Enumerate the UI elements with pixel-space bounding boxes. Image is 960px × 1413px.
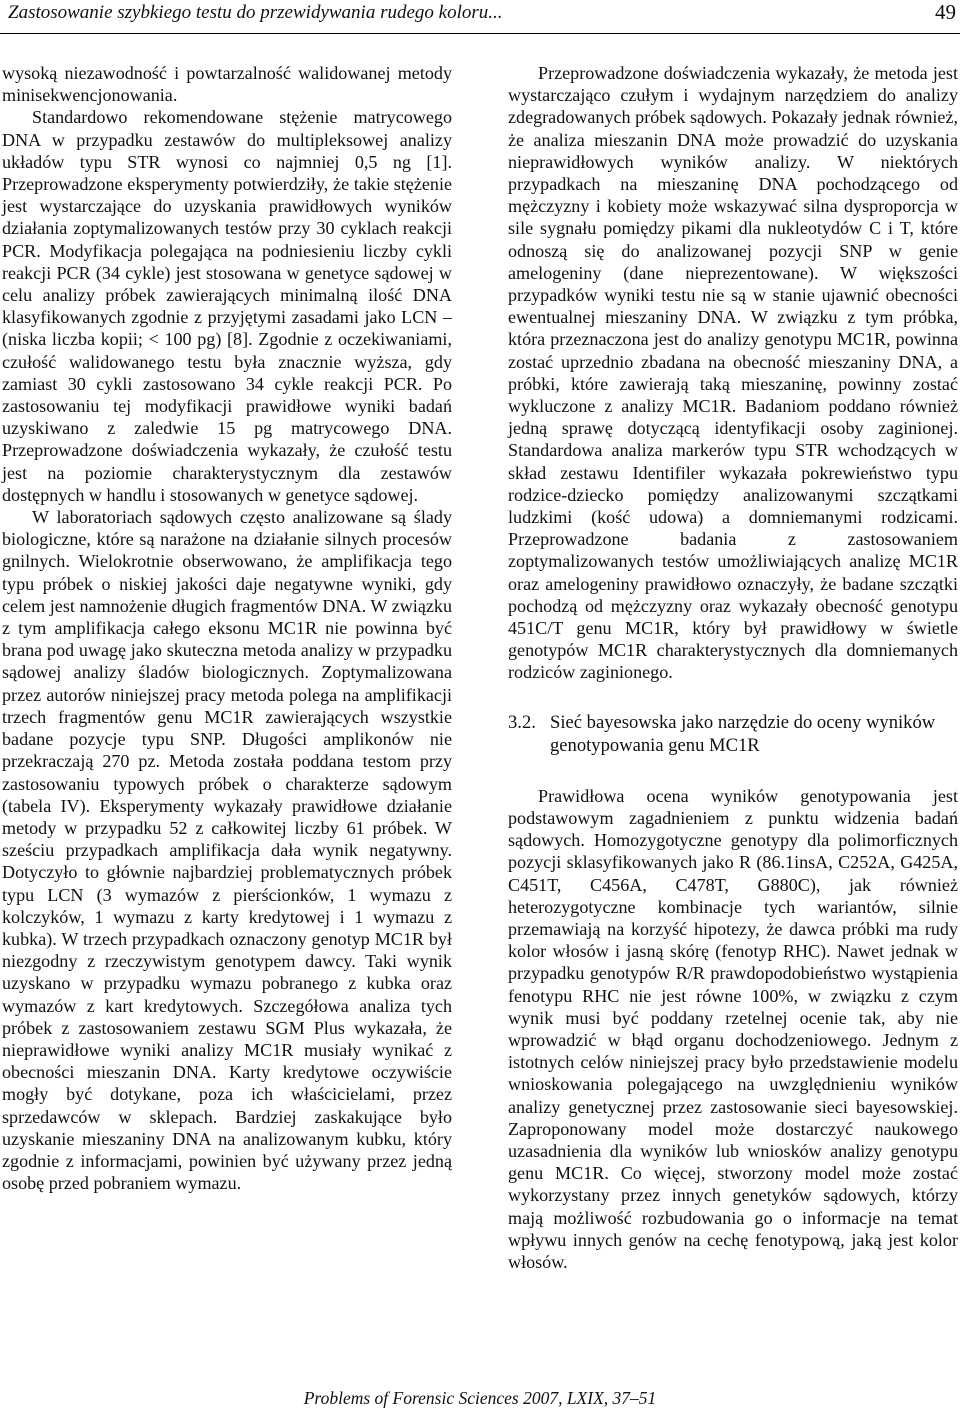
running-title: Zastosowanie szybkiego testu do przewidywania rudego koloru... — [8, 2, 503, 23]
paragraph: Standardowo rekomendowane stężenie matrycowego DNA w przypadku zestawów do multipleksowej analizy układów typu STR wynosi co najmniej 0,5 ng [1]. Przeprowadzone eksperymenty potwierdziły, że takie stężenie jest wystarczające do uzyskania prawidłowych wyników działania zoptymalizowanych testów przy 30 cyklach reakcji PCR. Modyfikacja polegająca na podniesieniu liczby cykli reakcji PCR (34 cykle) jest stosowana w genetyce sądowej w celu analizy próbek zawierających minimalną ilość DNA klasyfikowanych zgodnie z przyjętymi zasadami jako LCN – (niska liczba kopii; < 100 pg) [8]. Zgodnie z oczekiwaniami, czułość walidowanego testu była znacznie wyższa, gdy zamiast 30 cykli zastosowano 34 cykle reakcji PCR. Po zastosowaniu tej modyfikacji prawidłowe wyniki badań uzyskiwano z zaledwie 15 pg matrycowego DNA. Przeprowadzone doświadczenia wykazały, że czułość testu jest na poziomie charakterystycznym dla zestawów dostępnych w handlu i stosowanych w genetyce sądowej. — [2, 107, 452, 505]
page-number: 49 — [935, 0, 956, 24]
page-header — [0, 0, 960, 40]
paragraph: W laboratoriach sądowych często analizowane są ślady biologiczne, które są narażone na działanie silnych procesów gnilnych. Wielokrotnie obserwowano, że amplifikacja tego typu próbek o niskiej jakości daje negatywne wyniki, gdy celem jest namnożenie długich fragmentów DNA. W związku z tym amplifikacja całego eksonu MC1R nie powinna być brana pod uwagę jako skuteczna metoda analizy w przypadku sądowej analizy śladów biologicznych. Zoptymalizowana przez autorów niniejszej pracy metoda polega na amplifikacji trzech fragmentów genu MC1R zawierających wszystkie badane pozycje typu SNP. Długości amplikonów nie przekraczają 270 pz. Metoda została poddana testom przy zastosowaniu typowych próbek o charakterze sądowym (tabela IV). Eksperymenty wykazały prawidłowe działanie metody w przypadku 52 z całkowitej liczby 61 próbek. W sześciu przypadkach amplifikacja dała wynik negatywny. Dotyczyło to głównie najbardziej problematycznych próbek typu LCN (3 wymazów z pierścionków, 1 wymazu z kolczyków, 1 wymazu z karty kredytowej i 1 wymazu z kubka). W trzech przypadkach oznaczony genotyp MC1R był niezgodny z rzeczywistym genotypem dawcy. Taki wynik uzyskano w przypadku wymazu pobranego z kubka oraz wymazów z kart kredytowych. Szczegółowa analiza tych próbek z zastosowaniem zestawu SGM Plus wykazała, że nieprawidłowe wyniki analizy MC1R musiały wynikać z obecności mieszanin DNA. Karty kredytowe oczywiście mogły być dotykane, poza ich właścicielami, przez sprzedawców w sklepach. Bardziej zaskakujące było uzyskanie mieszaniny DNA na analizowanym kubku, który zgodnie z informacjami, powinien być używany przez jedną osobę przed pobraniem wymazu. — [2, 507, 452, 1194]
section-number: 3.2. — [508, 711, 536, 733]
header-rule — [0, 33, 960, 34]
journal-citation: Problems of Forensic Sciences 2007, LXIX, 37–51 — [303, 1388, 657, 1408]
page-footer — [0, 1388, 960, 1409]
section-title: Sieć bayesowska jako narzędzie do oceny wyników genotypowania genu MC1R — [550, 711, 936, 756]
paragraph: wysoką niezawodność i powtarzalność walidowanej metody minisekwencjonowania. — [2, 63, 452, 106]
paragraph: Przeprowadzone doświadczenia wykazały, że metoda jest wystarczająco czułym i wydajnym narzędziem do analizy zdegradowanych próbek sądowych. Pokazały jednak również, że analiza mieszanin DNA może prowadzić do uzyskania nieprawidłowych wyników analizy. W niektórych przypadkach na mieszaninę DNA pochodzącego od mężczyzny i kobiety może wskazywać silna dysproporcja w sile sygnału pomiędzy pikami dla nukleotydów C i T, które odnoszą się do analizowanej pozycji SNP w genie amelogeniny (dane nieprezentowane). W większości przypadków wyniki testu nie są w stanie ujawnić obecności ewentualnej mieszaniny DNA. W związku z tym próbka, która przeznaczona jest do analizy genotypu MC1R, powinna zostać uprzednio zbadana na obecność mieszaniny DNA, a próbki, które zawierają taką mieszaninę, powinny zostać wykluczone z analizy MC1R. Badaniom poddano również jedną sprawę dotyczącą identyfikacji osoby zaginionej. Standardowa analiza markerów typu STR wchodzących w skład zestawu Identifiler wykazała pokrewieństwo typu rodzice-dziecko pomiędzy analizowanymi szczątkami ludzkimi (kość udowa) a domniemanymi rodzicami. Przeprowadzone badania z zastosowaniem zoptymalizowanych testów umożliwiających analizę MC1R oraz amelogeniny prawidłowo oznaczyły, że badane szczątki pochodzą od mężczyzny oraz wykazały obecność genotypu 451C/T genu MC1R, który był prawidłowy w świetle genotypów MC1R charakterystycznych dla domniemanych rodziców zaginionego. — [508, 63, 958, 683]
right-column — [508, 62, 958, 1273]
paragraph: Prawidłowa ocena wyników genotypowania jest podstawowym zagadnieniem z punktu widzenia badań sądowych. Homozygotyczne genotypy dla polimorficznych pozycji sklasyfikowanych jako R (86.1insA, C252A, G425A, C451T, C456A, C478T, G880C), jak również heterozygotyczne kombinacje tych wariantów, silnie przemawiają na korzyść hipotezy, że dawca próbki ma rudy kolor włosów i jasną skórę (fenotyp RHC). Nawet jednak w przypadku genotypów R/R prawdopodobieństwo wystąpienia fenotypu RHC nie jest równe 100%, w związku z czym wynik musi być poddany rzetelnej ocenie tak, aby nie wprowadzić w błąd organu dochodzeniowego. Jednym z istotnych celów niniejszej pracy było przedstawienie modelu wnioskowania polegającego na uwzględnieniu wyników analizy genetycznej przez zastosowanie sieci bayesowskiej. Zaproponowany model może dostarczyć naukowego uzasadnienia dla wyników lub wniosków analizy genotypu genu MC1R. Co więcej, stworzony model może zostać wykorzystany przez innych genetyków sądowych, którzy mają możliwość rozbudowania go o informacje na temat wpływu innych genów na cechę fenotypową, jaką jest kolor włosów. — [508, 785, 958, 1272]
left-column — [2, 62, 452, 1194]
section-heading — [508, 711, 958, 757]
